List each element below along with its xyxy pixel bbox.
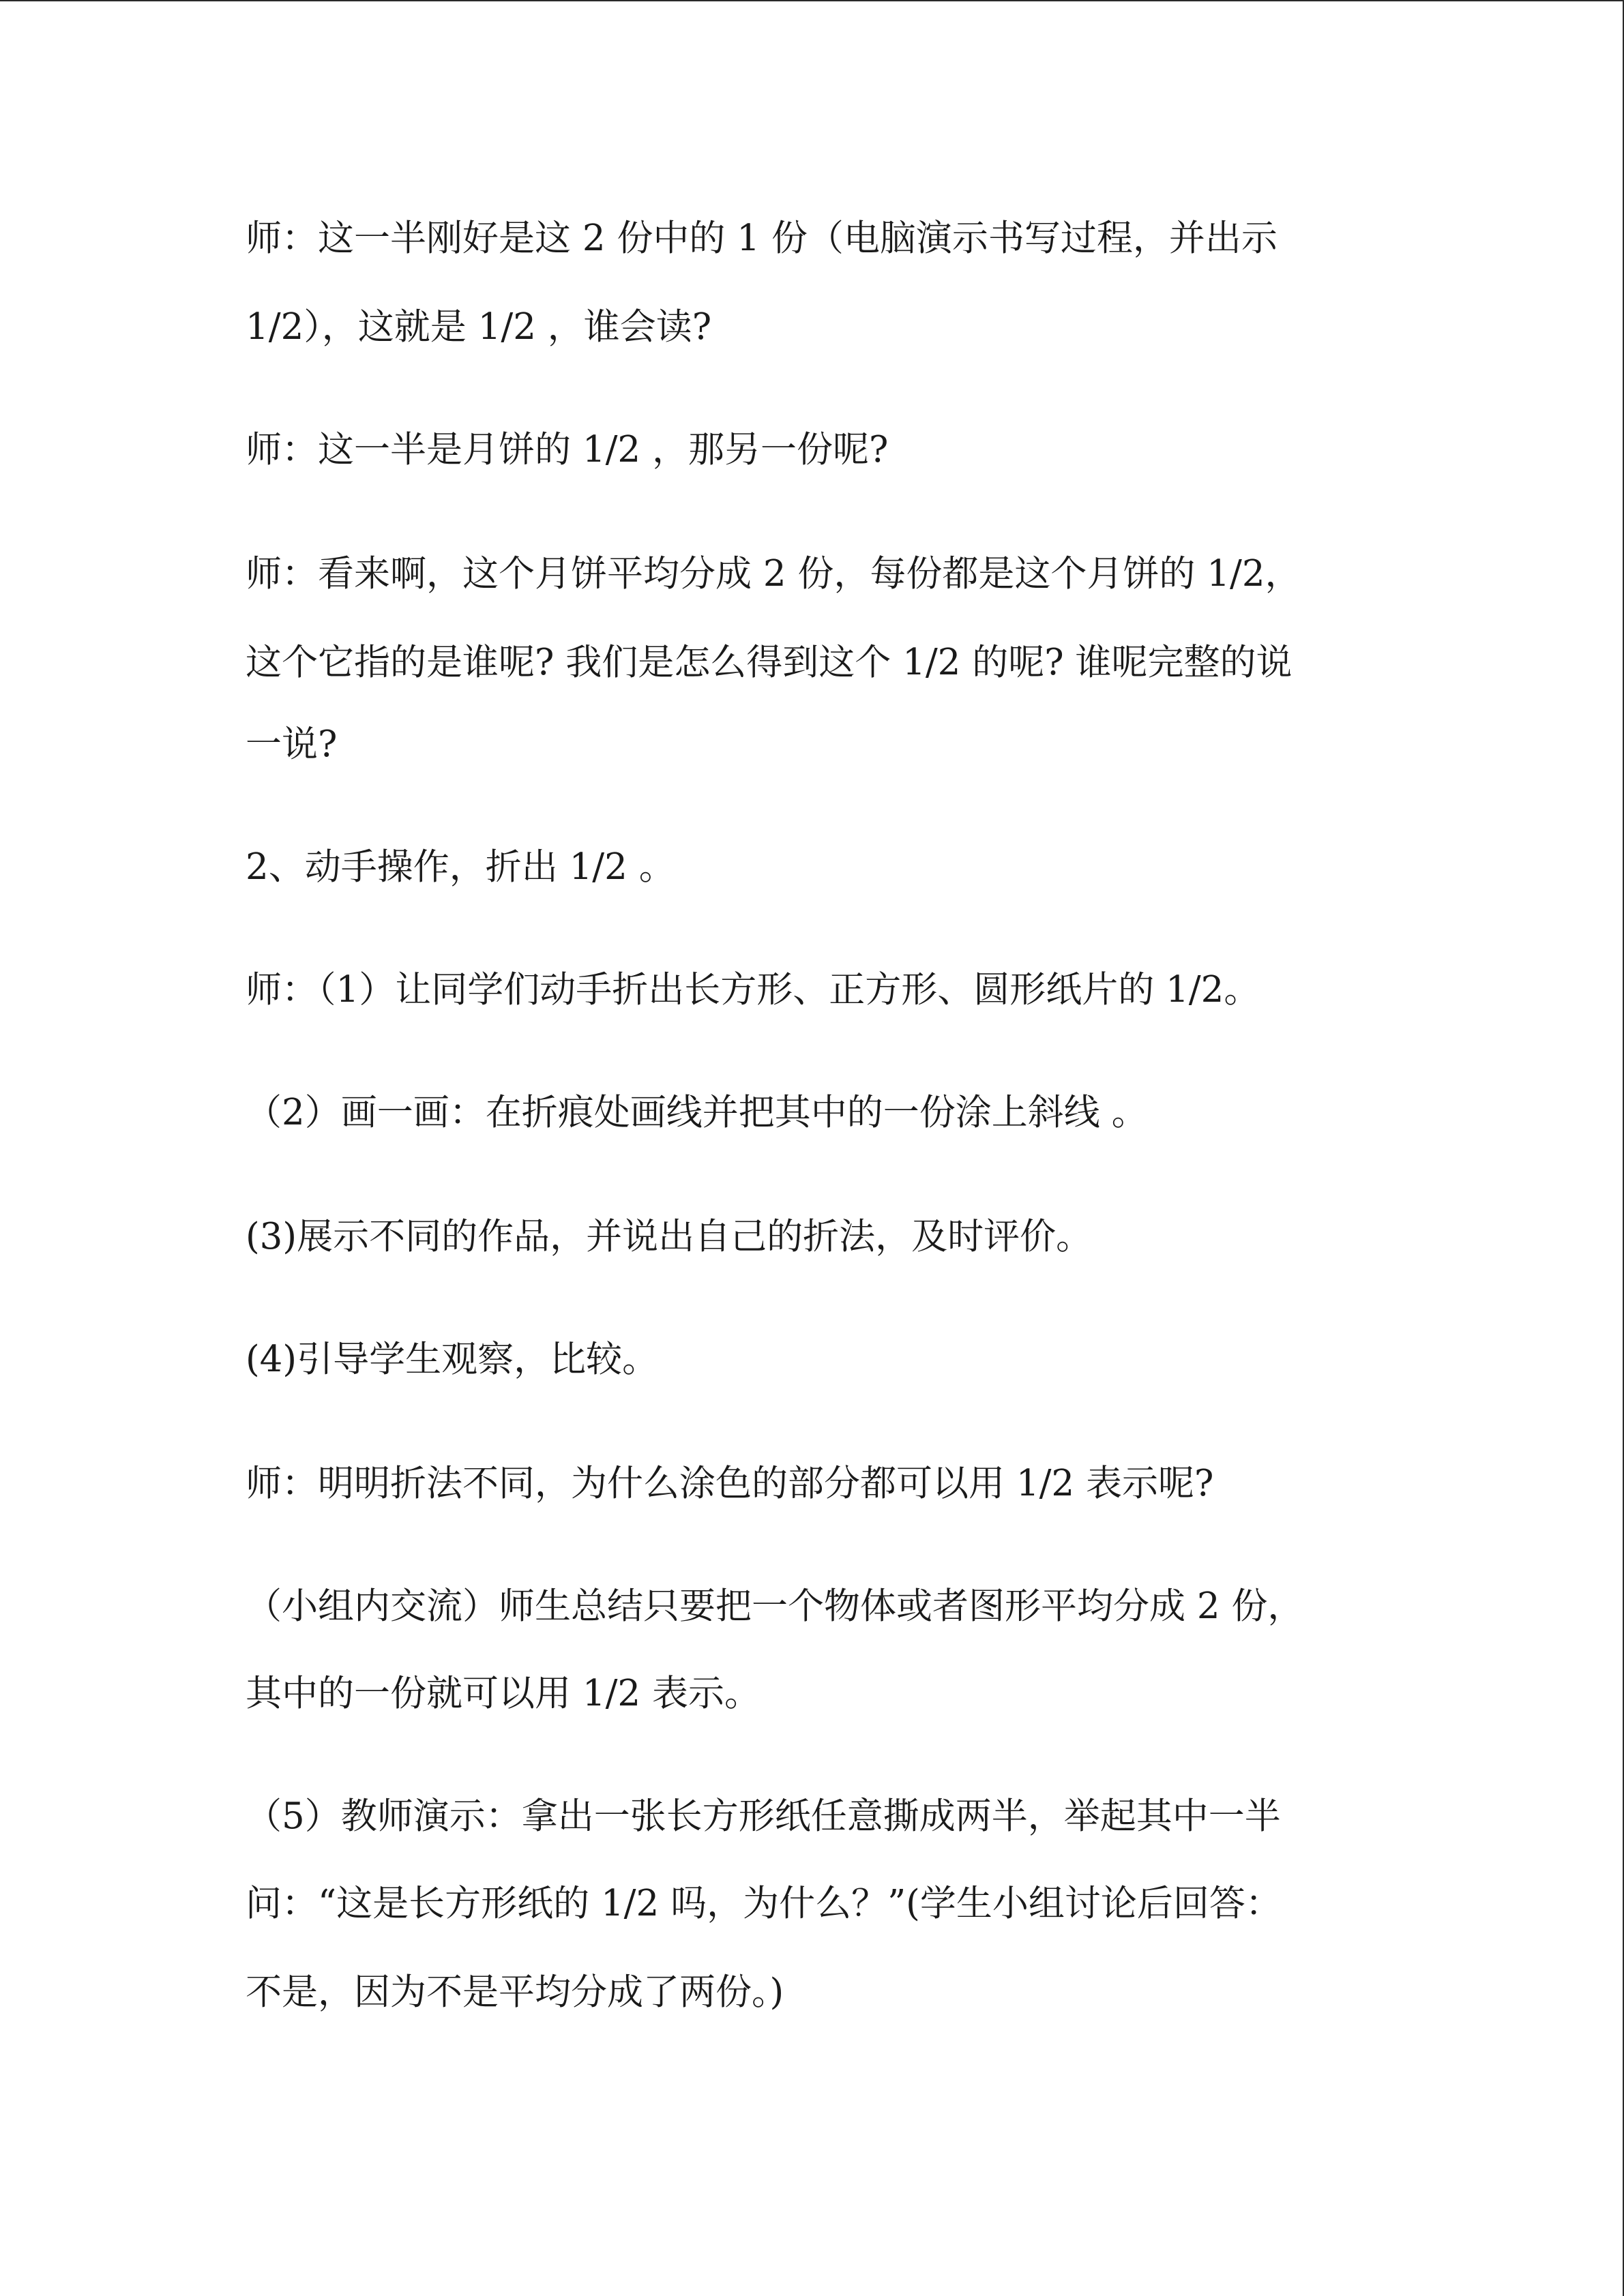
paragraph-line: 师：这一半是月饼的 1/2 ，那另一份呢? xyxy=(246,429,889,471)
paragraph-line: 师：这一半刚好是这 2 份中的 1 份（电脑演示书写过程，并出示 xyxy=(246,218,1278,259)
paragraph-line: 师：明明折法不同，为什么涂色的部分都可以用 1/2 表示呢? xyxy=(246,1463,1214,1504)
paragraph-line: 问：“这是长方形纸的 1/2 吗，为什么？”(学生小组讨论后回答： xyxy=(246,1883,1282,1924)
paragraph-line: (4)引导学生观察，比较。 xyxy=(246,1339,659,1380)
paragraph-line: 师：（1）让同学们动手折出长方形、正方形、圆形纸片的 1/2。 xyxy=(246,969,1260,1011)
paragraph-line: 这个它指的是谁呢? 我们是怎么得到这个 1/2 的呢? 谁呢完整的说 xyxy=(246,642,1293,683)
paragraph-line: 师：看来啊，这个月饼平均分成 2 份，每份都是这个月饼的 1/2， xyxy=(246,553,1301,595)
paragraph-line: 一说? xyxy=(246,724,338,765)
paragraph-line: 其中的一份就可以用 1/2 表示。 xyxy=(246,1673,761,1714)
paragraph-line: （5）教师演示：拿出一张长方形纸任意撕成两半，举起其中一半 xyxy=(246,1795,1281,1837)
paragraph-line: （小组内交流）师生总结只要把一个物体或者图形平均分成 2 份， xyxy=(246,1585,1304,1627)
paragraph-line: 1/2），这就是 1/2 ，谁会读? xyxy=(246,306,712,348)
paragraph-line: 不是，因为不是平均分成了两份。) xyxy=(246,1971,784,2013)
paragraph-line: 2、动手操作，折出 1/2 。 xyxy=(246,846,675,888)
paragraph-line: （2）画一画：在折痕处画线并把其中的一份涂上斜线 。 xyxy=(246,1092,1148,1133)
paragraph-line: (3)展示不同的作品，并说出自己的折法，及时评价。 xyxy=(246,1216,1093,1257)
